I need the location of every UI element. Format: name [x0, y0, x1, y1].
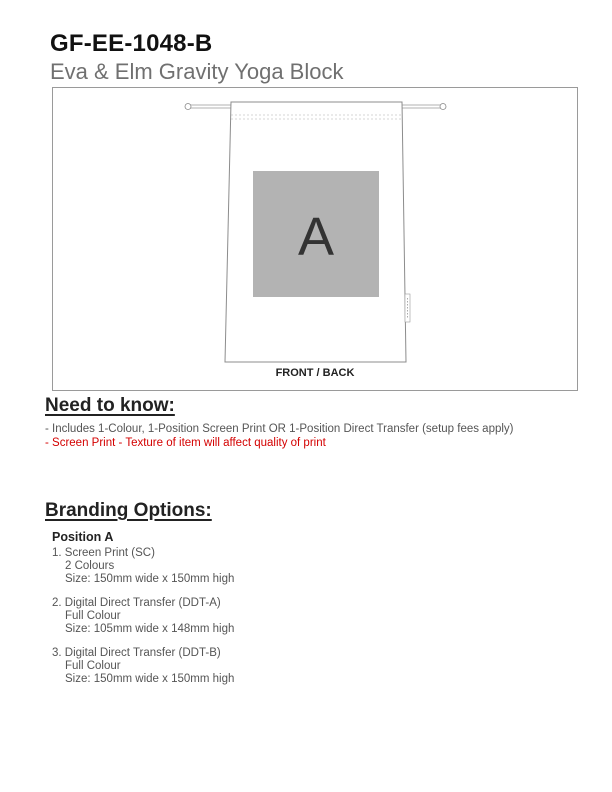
branding-option	[52, 547, 234, 586]
need-to-know-notes	[45, 422, 514, 450]
note-item-warning: - Screen Print - Texture of item will affect quality of print	[45, 437, 326, 449]
position-title: Position A	[52, 530, 114, 544]
branding-options-list	[52, 547, 234, 697]
option-colours: 2 Colours	[65, 560, 115, 572]
view-caption: FRONT / BACK	[275, 367, 355, 379]
drawstring-cord-left	[185, 104, 231, 110]
option-size: Size: 105mm wide x 148mm high	[65, 623, 235, 635]
print-area-label: A	[297, 207, 335, 267]
need-to-know-heading: Need to know:	[45, 395, 175, 416]
branding-option	[52, 597, 234, 636]
option-title: 3. Digital Direct Transfer (DDT-B)	[52, 647, 221, 659]
option-colours: Full Colour	[65, 660, 121, 672]
note-item: - Includes 1-Colour, 1-Position Screen Print OR 1-Position Direct Transfer (setup fees apply)	[45, 423, 514, 435]
option-title: 1. Screen Print (SC)	[52, 547, 155, 559]
drawstring-cord-right	[402, 104, 446, 110]
option-colours: Full Colour	[65, 610, 121, 622]
drawstring-bag-illustration	[53, 88, 577, 390]
option-size: Size: 150mm wide x 150mm high	[65, 673, 235, 685]
option-title: 2. Digital Direct Transfer (DDT-A)	[52, 597, 221, 609]
product-illustration-frame	[52, 87, 578, 391]
option-size: Size: 150mm wide x 150mm high	[65, 573, 235, 585]
product-name: Eva & Elm Gravity Yoga Block	[50, 59, 344, 84]
branding-option	[52, 647, 234, 686]
branding-options-heading: Branding Options:	[45, 500, 212, 521]
product-code: GF-EE-1048-B	[50, 30, 213, 57]
